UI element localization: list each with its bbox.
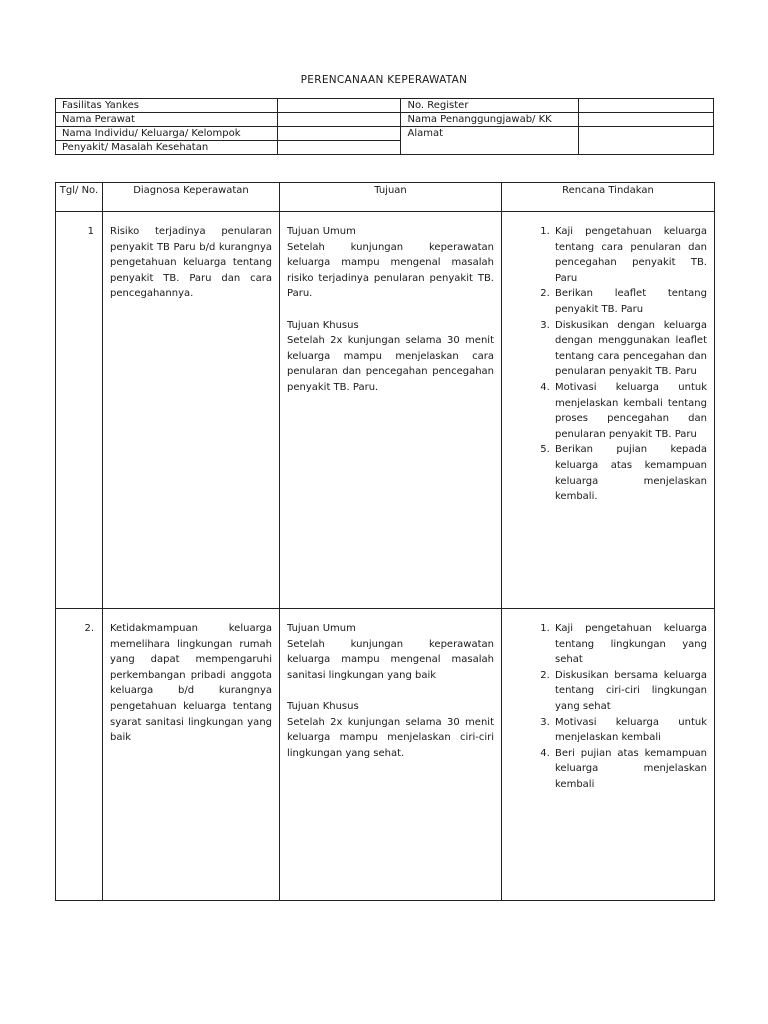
value-nama-perawat[interactable] [277,113,401,127]
row-number: 1 [56,212,103,609]
table-row [56,212,715,609]
row-number: 2. [56,609,103,901]
label-nama-penanggungjawab: Nama Penanggungjawab/ KK [401,113,579,127]
tujuan-khusus-label: Tujuan Khusus [287,700,359,712]
value-alamat[interactable] [579,127,714,155]
value-nama-penanggungjawab[interactable] [579,113,714,127]
table-row [56,609,715,901]
label-no-register: No. Register [401,99,579,113]
header-tgl-no: Tgl/ No. [56,183,103,212]
tindakan-list [509,224,707,505]
tujuan-khusus-text: Setelah 2x kunjungan selama 30 menit keluarga mampu menjelaskan ciri-ciri lingkungan yang sehat. [287,716,494,759]
header-rencana-tindakan: Rencana Tindakan [502,183,715,212]
tindakan-list [509,621,707,793]
tujuan-umum-label: Tujuan Umum [287,226,356,237]
tujuan-cell [280,609,502,901]
tujuan-umum-label: Tujuan Umum [287,623,356,634]
info-table [55,98,714,155]
label-nama-perawat: Nama Perawat [56,113,278,127]
list-item: 1. Kaji pengetahuan keluarga tentang lingkungan yang sehat [553,621,707,668]
tujuan-cell [280,212,502,609]
plan-table [55,182,715,901]
tindakan-cell [502,609,715,901]
header-diagnosa: Diagnosa Keperawatan [103,183,280,212]
tujuan-khusus-text: Setelah 2x kunjungan selama 30 menit keluarga mampu menjelaskan cara penularan dan pencegahan pencegahan penyakit TB. Paru. [287,335,494,393]
value-fasilitas-yankes[interactable] [277,99,401,113]
diagnosa-text: Risiko terjadinya penularan penyakit TB Paru b/d kurangnya pengetahuan keluarga tentang penyakit TB. Paru dan cara pencegahannya. [103,212,280,609]
list-item: 4. Motivasi keluarga untuk menjelaskan kembali tentang proses pencegahan dan penularan penyakit TB. Paru [553,380,707,442]
label-fasilitas-yankes: Fasilitas Yankes [56,99,278,113]
value-nama-individu[interactable] [277,127,401,141]
label-alamat: Alamat [401,127,579,155]
label-penyakit: Penyakit/ Masalah Kesehatan [56,141,278,155]
value-penyakit[interactable] [277,141,401,155]
tujuan-umum-text: Setelah kunjungan keperawatan keluarga mampu mengenal masalah sanitasi lingkungan yang baik [287,638,494,681]
diagnosa-text: Ketidakmampuan keluarga memelihara lingkungan rumah yang dapat mempengaruhi perkembangan pribadi anggota keluarga b/d kurangnya pengetahuan keluarga tentang syarat sanitasi lingkungan yang baik [103,609,280,901]
tindakan-cell [502,212,715,609]
list-item: 2. Diskusikan bersama keluarga tentang ciri-ciri lingkungan yang sehat [553,668,707,715]
page-title: PERENCANAAN KEPERAWATAN [300,74,468,86]
header-tujuan: Tujuan [280,183,502,212]
list-item: 1. Kaji pengetahuan keluarga tentang cara penularan dan pencegahan penyakit TB. Paru [553,224,707,286]
list-item: 4. Beri pujian atas kemampuan keluarga menjelaskan kembali [553,746,707,793]
list-item: 3. Diskusikan dengan keluarga dengan menggunakan leaflet tentang cara pencegahan dan penularan penyakit TB. Paru [553,318,707,380]
tujuan-khusus-label: Tujuan Khusus [287,319,359,331]
label-nama-individu: Nama Individu/ Keluarga/ Kelompok [56,127,278,141]
value-no-register[interactable] [579,99,714,113]
list-item: 5. Berikan pujian kepada keluarga atas kemampuan keluarga menjelaskan kembali. [553,442,707,504]
list-item: 2. Berikan leaflet tentang penyakit TB. Paru [553,286,707,317]
list-item: 3. Motivasi keluarga untuk menjelaskan kembali [553,715,707,746]
tujuan-umum-text: Setelah kunjungan keperawatan keluarga mampu mengenal masalah risiko terjadinya penularan penyakit TB. Paru. [287,241,494,300]
